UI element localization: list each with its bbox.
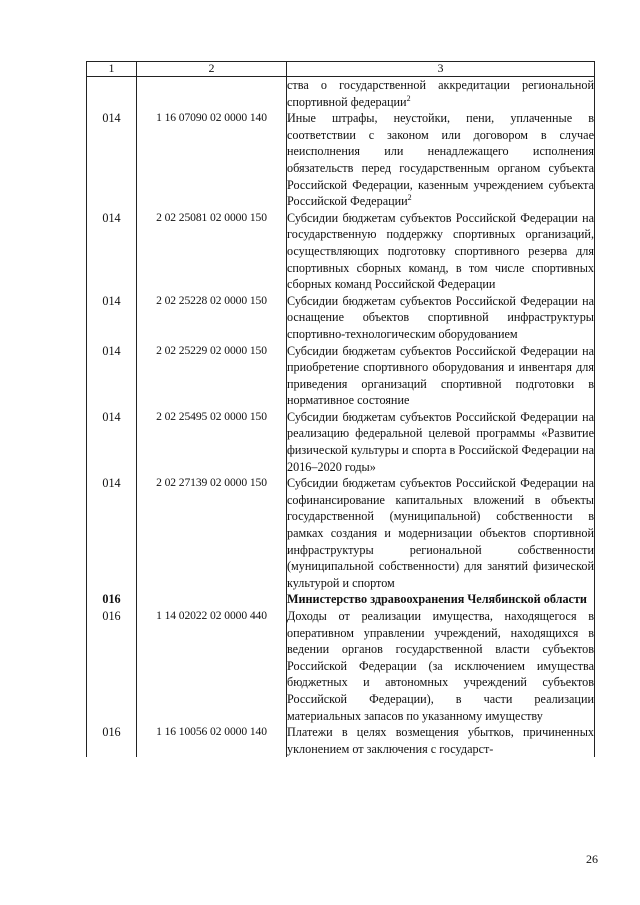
row-admin-code: 014 xyxy=(87,409,137,475)
row-budget-code xyxy=(137,77,287,111)
row-description xyxy=(287,343,595,409)
row-budget-code: 1 16 07090 02 0000 140 xyxy=(137,110,287,210)
row-admin-code: 014 xyxy=(87,475,137,591)
table-row xyxy=(87,608,595,724)
table-row xyxy=(87,409,595,475)
row-admin-code: 016 xyxy=(87,591,137,608)
table-row xyxy=(87,343,595,409)
table-row xyxy=(87,210,595,293)
row-budget-code: 2 02 27139 02 0000 150 xyxy=(137,475,287,591)
row-description-text: ства о государственной аккредитации региональной спортивной федерации xyxy=(287,78,594,109)
header-col-2: 2 xyxy=(137,62,287,77)
row-budget-code: 2 02 25081 02 0000 150 xyxy=(137,210,287,293)
footnote-marker: 2 xyxy=(407,193,412,203)
row-description xyxy=(287,293,595,343)
row-budget-code: 1 16 10056 02 0000 140 xyxy=(137,724,287,757)
row-admin-code: 014 xyxy=(87,110,137,210)
row-admin-code xyxy=(87,77,137,111)
row-description-text: Иные штрафы, неустойки, пени, уплаченные в соответствии с законом или договором в случае неисполнения или ненадлежащего исполнения обязательств перед государственным органом субъекта Российской Федерации, казенным учреждением субъекта Российской Федерации xyxy=(287,111,594,209)
row-admin-code: 016 xyxy=(87,724,137,757)
row-description xyxy=(287,608,595,724)
row-description xyxy=(287,409,595,475)
header-col-3: 3 xyxy=(287,62,595,77)
page-number: 26 xyxy=(586,852,598,866)
table-row xyxy=(87,110,595,210)
table-row xyxy=(87,293,595,343)
row-admin-code: 016 xyxy=(87,608,137,724)
row-admin-code: 014 xyxy=(87,343,137,409)
row-description xyxy=(287,210,595,293)
row-description xyxy=(287,110,595,210)
row-description-text: Субсидии бюджетам субъектов Российской Федерации на государственную поддержку спортивных организаций, осуществляющих подготовку спортивного резерва для спортивных сборных команд, в том числе спортивных сборных команд Российской Федерации xyxy=(287,210,594,292)
row-budget-code: 2 02 25495 02 0000 150 xyxy=(137,409,287,475)
row-description-text: Субсидии бюджетам субъектов Российской Федерации на приобретение спортивного оборудования и инвентаря для приведения организаций спортивной подготовки в нормативное состояние xyxy=(287,343,594,408)
footnote-marker: 2 xyxy=(406,93,411,103)
row-description-text: Доходы от реализации имущества, находящегося в оперативном управлении учреждений, находящихся в ведении органов государственной власти субъектов Российской Федерации (за исключением имущества бюджетных и автономных учреждений субъектов Российской Федерации), в части реализации материальных запасов по указанному имуществу xyxy=(287,609,594,723)
row-description xyxy=(287,475,595,591)
table-row xyxy=(87,475,595,591)
row-budget-code: 2 02 25228 02 0000 150 xyxy=(137,293,287,343)
row-description-text: Министерство здравоохранения Челябинской области xyxy=(287,592,587,607)
row-budget-code: 2 02 25229 02 0000 150 xyxy=(137,343,287,409)
row-description-text: Субсидии бюджетам субъектов Российской Федерации на реализацию федеральной целевой программы «Развитие физической культуры и спорта в Российской Федерации на 2016–2020 годы» xyxy=(287,409,594,474)
income-codes-table xyxy=(86,61,595,757)
row-description-text: Субсидии бюджетам субъектов Российской Федерации на оснащение объектов спортивной инфраструктуры спортивно-технологическим оборудованием xyxy=(287,293,594,341)
row-admin-code: 014 xyxy=(87,293,137,343)
row-budget-code: 1 14 02022 02 0000 440 xyxy=(137,608,287,724)
table-row xyxy=(87,77,595,111)
table-header-row xyxy=(87,62,595,77)
row-description-text: Платежи в целях возмещения убытков, причиненных уклонением от заключения с государст- xyxy=(287,725,594,756)
row-description xyxy=(287,77,595,111)
row-description xyxy=(287,724,595,757)
table-row xyxy=(87,724,595,757)
row-budget-code xyxy=(137,591,287,608)
row-description-text: Субсидии бюджетам субъектов Российской Федерации на софинансирование капитальных вложений в объекты государственной (муниципальной) собственности в рамках создания и модернизации объектов спортивной инфраструктуры региональной собственности (муниципальной собственности) для занятий физической культурой и спортом xyxy=(287,476,594,590)
row-description xyxy=(287,591,595,608)
header-col-1: 1 xyxy=(87,62,137,77)
table-row xyxy=(87,591,595,608)
row-admin-code: 014 xyxy=(87,210,137,293)
